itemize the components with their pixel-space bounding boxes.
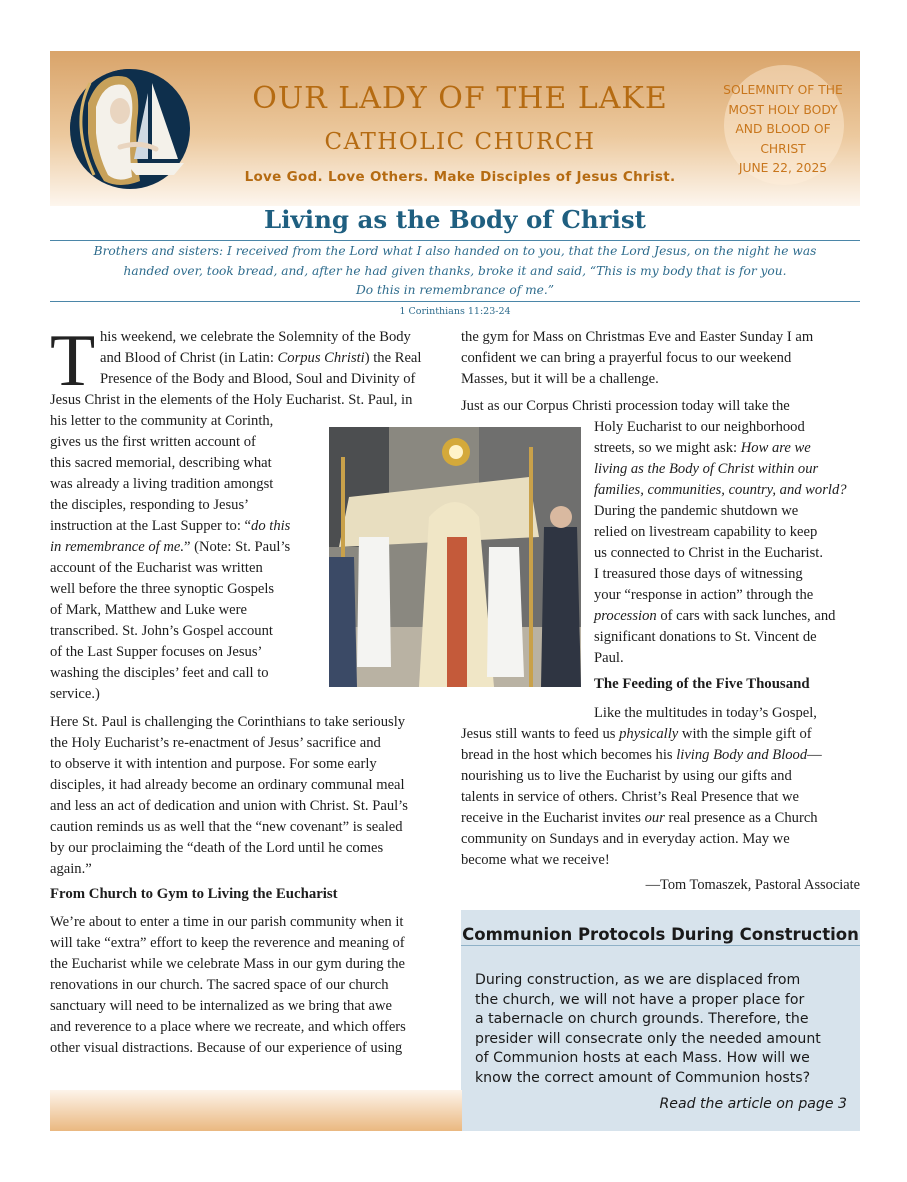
masthead xyxy=(50,51,860,206)
paragraph-corinthians xyxy=(50,712,450,880)
subhead-feeding: The Feeding of the Five Thousand xyxy=(594,676,810,692)
text-line: Like the multitudes in today’s Gospel, xyxy=(594,705,817,721)
text-line: sanctuary will need to be internalized as we bring that awe xyxy=(50,998,393,1014)
callout-line: of Communion hosts at each Mass. How will we xyxy=(475,1050,810,1066)
text-line: other visual distractions. Because of our experience of using xyxy=(50,1040,403,1056)
issue-date xyxy=(708,81,858,179)
text-line: streets, so we might ask: How are we xyxy=(594,440,811,456)
callout-line: a tabernacle on church grounds. Therefore, the xyxy=(475,1011,809,1027)
text-line: and reverence to a place where we recreate, and which offers xyxy=(50,1019,406,1035)
paragraph-gym xyxy=(50,912,450,1059)
paragraph-procession xyxy=(594,417,860,669)
text-line: Here St. Paul is challenging the Corinthians to take seriously xyxy=(50,714,406,730)
paragraph-procession-first xyxy=(461,396,861,417)
callout-line: the church, we will not have a proper place for xyxy=(475,991,805,1008)
text-line: account of the Eucharist was written xyxy=(50,560,263,576)
text-line: confident we can bring a prayerful focus to our weekend xyxy=(461,350,792,366)
callout-rule xyxy=(461,945,860,946)
text-line: gives us the first written account of xyxy=(50,434,256,450)
scripture-line: handed over, took bread, and, after he had given thanks, broke it and said, “This is my body that is for you. xyxy=(123,263,787,278)
text-line: Holy Eucharist to our neighborhood xyxy=(594,419,805,435)
text-line: and Blood of Christ (in Latin: Corpus Christi) the Real xyxy=(100,350,422,366)
text-line: relied on livestream capability to keep xyxy=(594,524,818,540)
text-line: significant donations to St. Vincent de xyxy=(594,629,817,645)
text-line: nourishing us to live the Eucharist by using our gifts and xyxy=(461,768,792,784)
subhead-church-to-gym: From Church to Gym to Living the Eucharist xyxy=(50,886,338,902)
text-line: I treasured those days of witnessing xyxy=(594,566,803,582)
text-line: his letter to the community at Corinth, xyxy=(50,413,274,429)
text-line: the disciples, responding to Jesus’ xyxy=(50,497,250,513)
text-line: talents in service of others. Christ’s Real Presence that we xyxy=(461,789,799,805)
callout-body xyxy=(475,971,855,1088)
scripture-quote xyxy=(62,242,848,301)
text-line: We’re about to enter a time in our parish community when it xyxy=(50,914,404,930)
paragraph-feeding xyxy=(461,724,861,871)
intro-paragraph-wrap xyxy=(50,411,325,705)
text-line: become what we receive! xyxy=(461,852,610,868)
communion-protocols-callout xyxy=(461,910,860,1131)
text-line: his weekend, we celebrate the Solemnity of the Body xyxy=(100,329,411,345)
text-line: renovations in our church. The sacred space of our church xyxy=(50,977,389,993)
text-line: your “response in action” through the xyxy=(594,587,814,603)
church-subtitle: CATHOLIC CHURCH xyxy=(324,129,596,155)
text-line: Jesus still wants to feed us physically with the simple gift of xyxy=(461,726,812,742)
read-more-link[interactable]: Read the article on page 3 xyxy=(659,1096,847,1112)
text-line: community on Sundays and in everyday action. May we xyxy=(461,831,790,847)
text-line: service.) xyxy=(50,686,100,702)
date-line: JUNE 22, 2025 xyxy=(738,161,828,175)
intro-paragraph xyxy=(50,327,450,411)
text-line: in remembrance of me.” (Note: St. Paul’s xyxy=(50,539,291,555)
text-line: and less an act of dedication and union with Christ. St. Paul’s xyxy=(50,798,408,814)
text-line: of Mark, Matthew and Luke were xyxy=(50,602,247,618)
scripture-citation: 1 Corinthians 11:23-24 xyxy=(399,306,511,317)
madonna-boat-icon xyxy=(60,63,200,193)
headline-rule xyxy=(50,240,860,241)
scripture-line: Brothers and sisters: I received from the Lord what I also handed on to you, that the Lord Jesus, on the night he was xyxy=(93,244,817,258)
text-line: well before the three synoptic Gospels xyxy=(50,581,275,597)
photo-illustration xyxy=(329,427,581,687)
callout-line: know the correct amount of Communion hosts? xyxy=(475,1069,811,1086)
date-line: CHRIST xyxy=(760,141,806,156)
text-line: instruction at the Last Supper to: “do this xyxy=(50,518,291,534)
callout-line: presider will consecrate only the needed amount xyxy=(475,1030,821,1047)
text-line: transcribed. St. John’s Gospel account xyxy=(50,623,273,639)
paragraph-feeding-first xyxy=(594,703,860,724)
footer-gradient-bar xyxy=(50,1090,462,1131)
scripture-line: Do this in remembrance of me.” xyxy=(356,283,554,297)
drop-cap: T xyxy=(50,320,96,402)
callout-title: Communion Protocols During Construction xyxy=(462,925,859,944)
text-line: Jesus Christ in the elements of the Holy Eucharist. St. Paul, in xyxy=(50,392,413,408)
author-signature: —Tom Tomaszek, Pastoral Associate xyxy=(645,877,860,893)
callout-line: During construction, as we are displaced from xyxy=(475,972,801,988)
text-line: was already a living tradition amongst xyxy=(50,476,274,492)
date-line: MOST HOLY BODY xyxy=(728,102,838,117)
text-line: Paul. xyxy=(594,650,624,666)
text-line: to observe it with intention and purpose. For some early xyxy=(50,756,377,772)
text-line: this sacred memorial, describing what xyxy=(50,455,272,471)
date-line: AND BLOOD OF xyxy=(735,122,831,136)
text-line: will take “extra” effort to keep the reverence and meaning of xyxy=(50,935,405,951)
text-line: washing the disciples’ feet and call to xyxy=(50,665,269,681)
text-line: Just as our Corpus Christi procession today will take the xyxy=(461,398,790,414)
text-line: of the Last Supper focuses on Jesus’ xyxy=(50,644,263,660)
corpus-christi-procession-photo xyxy=(329,427,581,687)
text-line: again.” xyxy=(50,861,92,877)
paragraph-gym-continued xyxy=(461,327,861,390)
text-line: the Eucharist while we celebrate Mass in our gym during the xyxy=(50,956,406,972)
text-line: families, communities, country, and world? xyxy=(594,482,847,498)
text-line: living as the Body of Christ within our xyxy=(594,461,819,477)
text-line: caution reminds us as well that the “new covenant” is sealed xyxy=(50,819,403,835)
text-line: disciples, it had already become an ordinary communal meal xyxy=(50,777,405,793)
text-line: Masses, but it will be a challenge. xyxy=(461,371,659,387)
text-line: During the pandemic shutdown we xyxy=(594,503,799,519)
text-line: us connected to Christ in the Eucharist. xyxy=(594,545,823,561)
date-line: SOLEMNITY OF THE xyxy=(723,83,843,97)
text-line: the gym for Mass on Christmas Eve and Easter Sunday I am xyxy=(461,329,814,345)
text-line: by our proclaiming the “death of the Lord until he comes xyxy=(50,840,384,856)
scripture-rule xyxy=(50,301,860,302)
motto: Love God. Love Others. Make Disciples of Jesus Christ. xyxy=(244,169,676,185)
church-name: OUR LADY OF THE LAKE xyxy=(252,81,668,116)
text-line: procession of cars with sack lunches, and xyxy=(594,608,836,624)
text-line: bread in the host which becomes his living Body and Blood— xyxy=(461,747,822,763)
article-headline: Living as the Body of Christ xyxy=(264,205,646,234)
text-line: Presence of the Body and Blood, Soul and Divinity of xyxy=(100,371,416,387)
text-line: receive in the Eucharist invites our real presence as a Church xyxy=(461,810,818,826)
text-line: the Holy Eucharist’s re-enactment of Jesus’ sacrifice and xyxy=(50,735,381,751)
